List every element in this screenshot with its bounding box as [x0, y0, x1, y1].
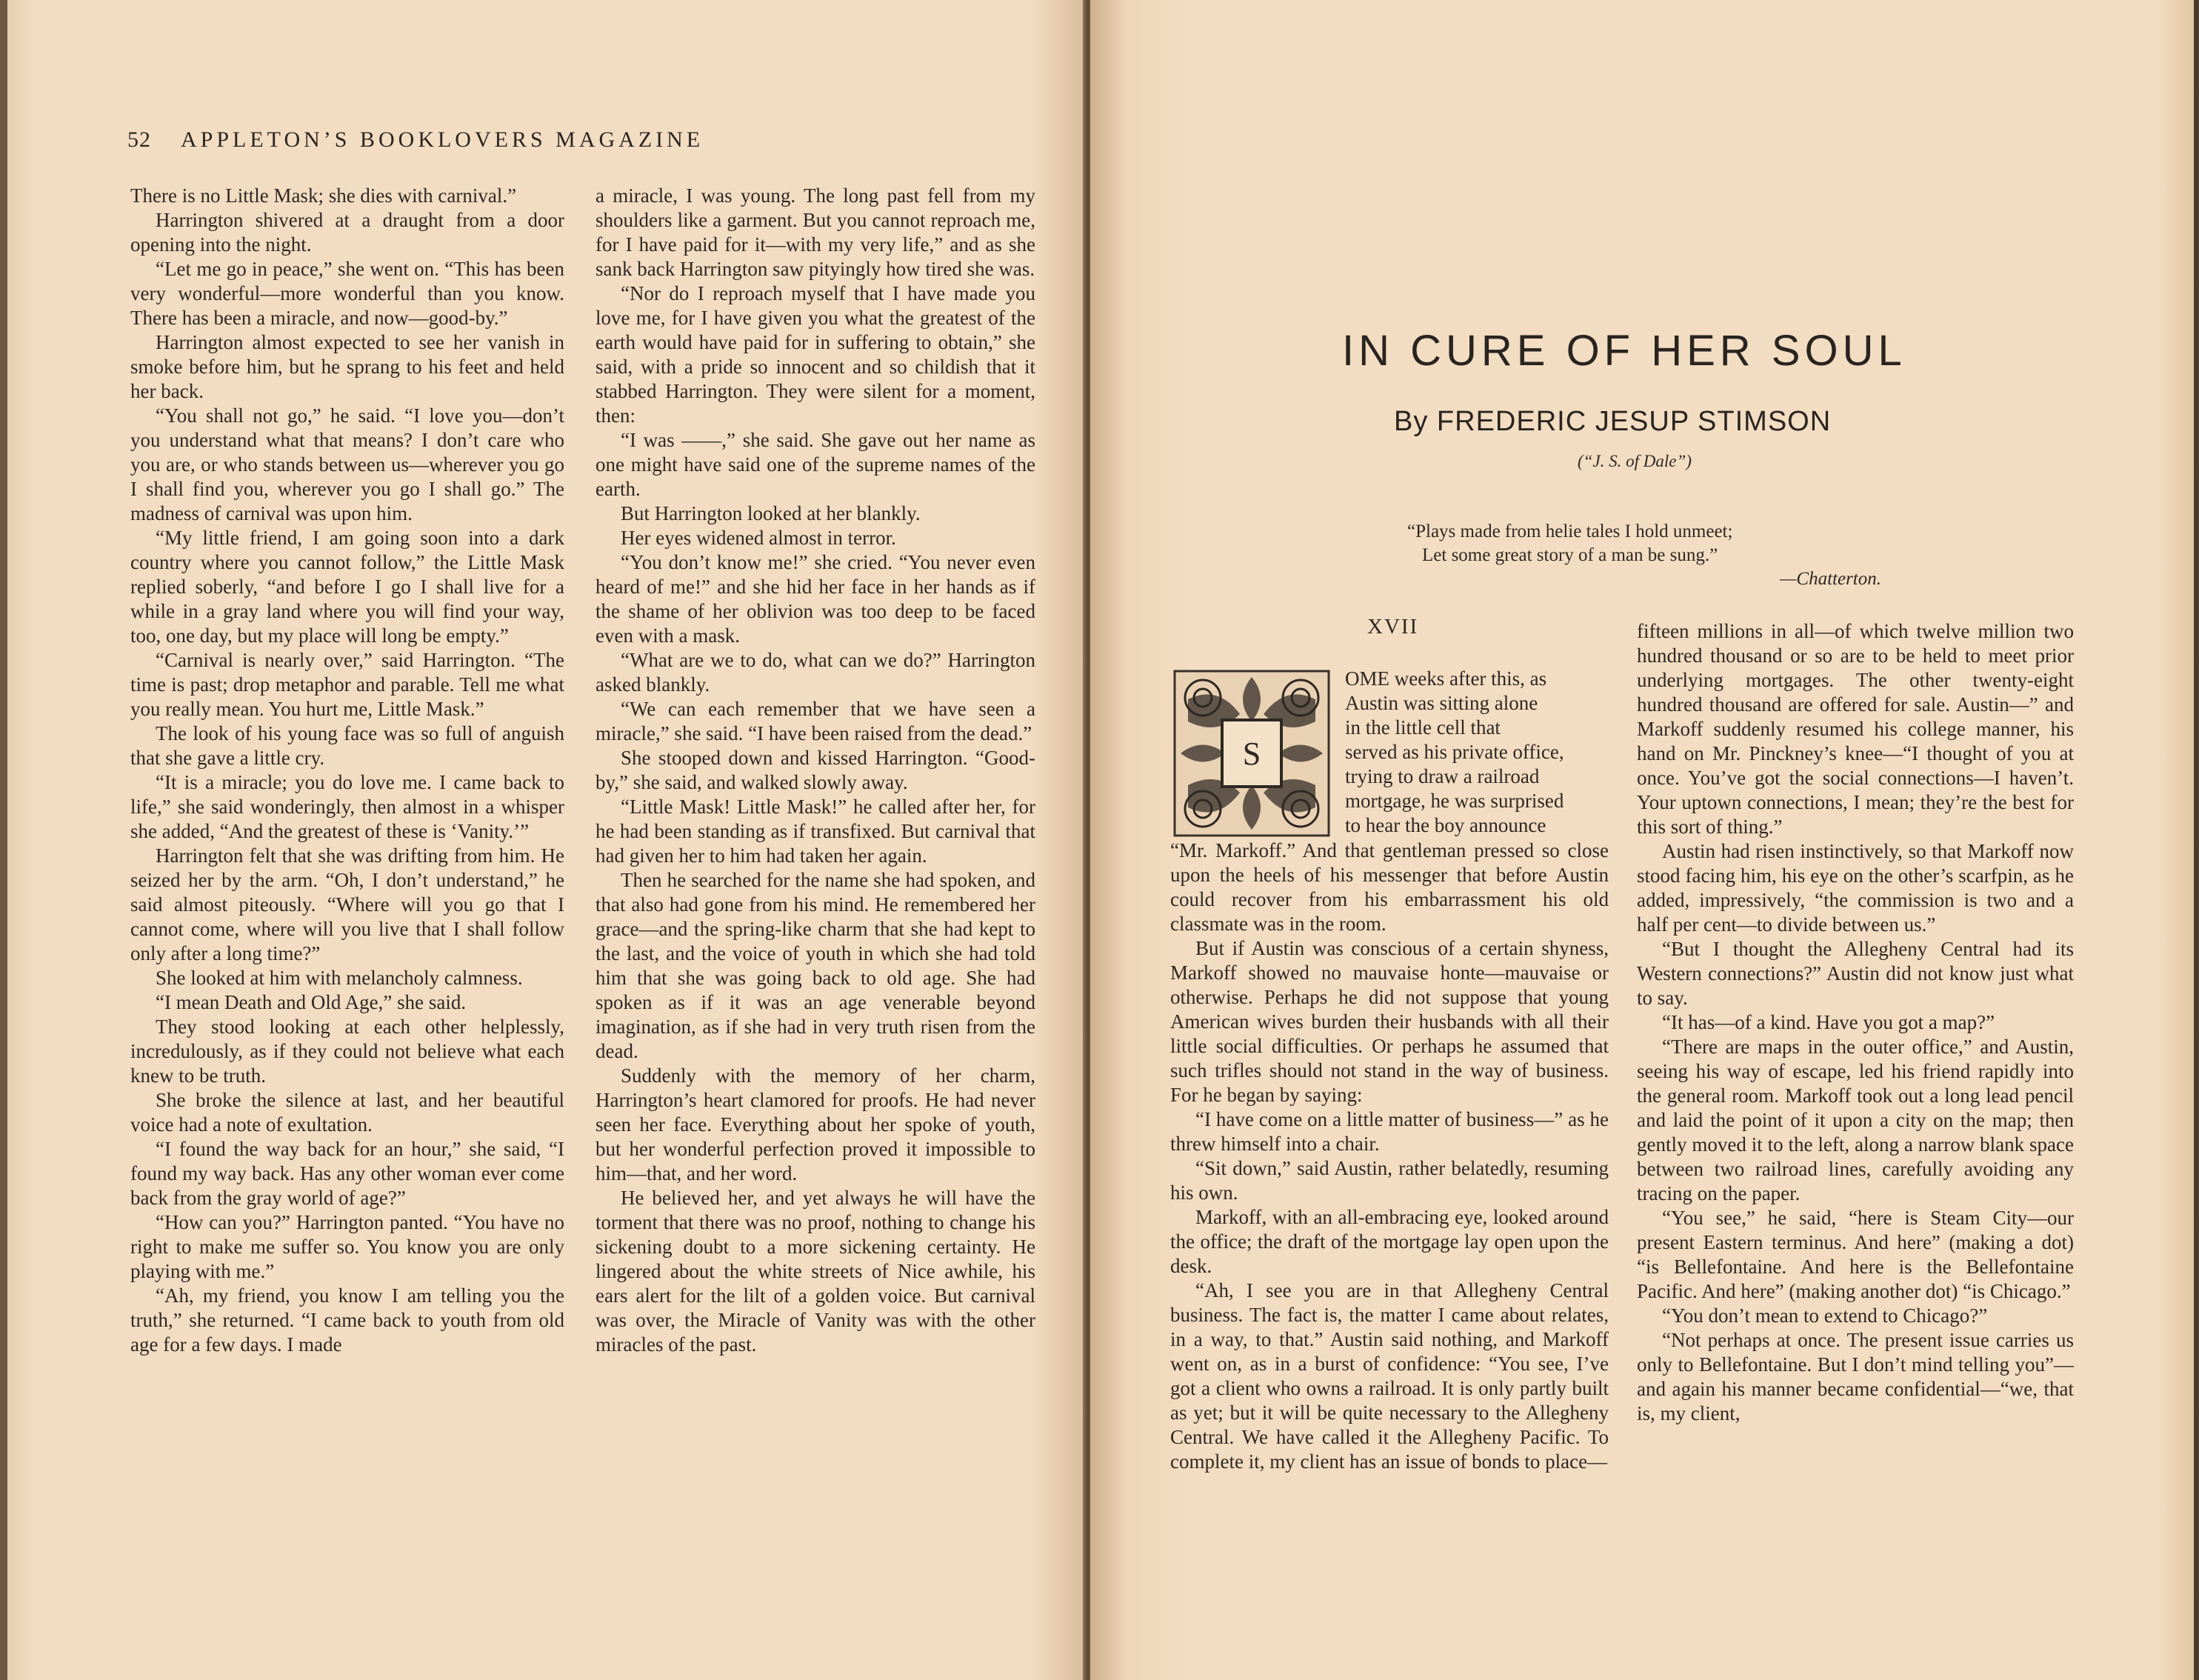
paragraph: But if Austin was conscious of a certain shyness, Markoff showed no mauvaise honte—mauvaise or otherwise. Perhaps he did not suppose that young American wives burden their husbands with all their little social difficulties. Or perhaps he assumed that such trifles should not stand in the way of business. For he began by saying: — [1170, 937, 1609, 1106]
paragraph: “How can you?” Harrington panted. “You have no right to make me suffer so. You know you are only playing with me.” — [130, 1211, 564, 1282]
epigraph-line: Let some great story of a man be sung.” — [1422, 545, 1718, 565]
page-number: 52 — [127, 127, 151, 152]
paragraph: Harrington shivered at a draught from a door opening into the night. — [130, 209, 564, 256]
text-line: to hear the boy announce — [1345, 814, 1546, 836]
paragraph: “Sit down,” said Austin, rather belatedly, resuming his own. — [1170, 1157, 1609, 1204]
paragraph: “I mean Death and Old Age,” she said. — [156, 991, 467, 1013]
paragraph: There is no Little Mask; she dies with carnival.” — [130, 184, 517, 207]
epigraph-attribution: —Chatterton. — [1780, 569, 1881, 589]
magazine-title: APPLETON’S BOOKLOVERS MAGAZINE — [181, 127, 704, 152]
paragraph: She looked at him with melancholy calmness. — [156, 967, 523, 989]
paragraph: Suddenly with the memory of her charm, Harrington’s heart clamored for proofs. He had never seen her face. Everything about her spoke of youth, but her wonderful perfection proved it impossible to him—that, and her word. — [595, 1064, 1035, 1184]
right-column-1 — [1170, 839, 1609, 1474]
paragraph: “Mr. Markoff.” And that gentleman pressed so close upon the heels of his messenger that before Austin could recover from his embarrassment his old classmate was in the room. — [1170, 839, 1609, 935]
paragraph: “It is a miracle; you do love me. I came back to life,” she said wonderingly, then almost in a whisper she added, “And the greatest of these is ‘Vanity.’” — [130, 771, 564, 842]
text-line: Austin was sitting alone — [1345, 692, 1538, 714]
paragraph: “Not perhaps at once. The present issue carries us only to Bellefontaine. But I don’t mind telling you”—and again his manner became confidential—“we, that is, my client, — [1637, 1329, 2074, 1424]
text-line: trying to draw a railroad — [1345, 765, 1540, 787]
ornamental-drop-cap — [1173, 670, 1330, 837]
paragraph: “I was ——,” she said. She gave out her name as one might have said one of the supreme names of the earth. — [595, 429, 1035, 500]
author-name: FREDERIC JESUP STIMSON — [1436, 406, 1832, 437]
paragraph: They stood looking at each other helplessly, incredulously, as if they could not believe what each knew to be truth. — [130, 1016, 564, 1087]
byline-by: By — [1394, 406, 1429, 437]
paragraph: Harrington almost expected to see her vanish in smoke before him, but he sprang to his feet and held her back. — [130, 331, 564, 402]
running-head — [127, 127, 898, 153]
right-column-2 — [1637, 619, 2074, 1426]
paragraph: “Carnival is nearly over,” said Harrington. “The time is past; drop metaphor and parable. Tell me what you really mean. You hurt me, Little Mask.” — [130, 649, 564, 720]
epigraph — [1407, 520, 1881, 591]
paragraph: “You shall not go,” he said. “I love you—don’t you understand what that means? I don’t care who you are, or who stands between us—wherever you go I shall find you, wherever you go I shall go.” The madness of carnival was upon him. — [130, 404, 564, 524]
paragraph: “Little Mask! Little Mask!” he called after her, for he had been standing as if transfixed. But carnival that had given her to him had taken her again. — [595, 796, 1035, 867]
paragraph: “It has—of a kind. Have you got a map?” — [1662, 1011, 1995, 1033]
left-column-2 — [595, 184, 1035, 1357]
paragraph: a miracle, I was young. The long past fell from my shoulders like a garment. But you cannot reproach me, for I have paid for it—with my very life,” and as she sank back Harrington saw pityingly how tired she was. — [595, 184, 1035, 280]
text-line: served as his private office, — [1345, 741, 1564, 763]
paragraph: “You don’t mean to extend to Chicago?” — [1662, 1304, 1988, 1327]
story-title: IN CURE OF HER SOUL — [1342, 327, 1906, 375]
paragraph: Harrington felt that she was drifting from him. He seized her by the arm. “Oh, I don’t understand,” he said almost piteously. “Where will you go that I cannot come, where will you live that I shall follow only after a long time?” — [130, 844, 564, 964]
paragraph: Then he searched for the name she had spoken, and that also had gone from his mind. He remembered her grace—and the spring-like charm that she had kept to the last, and the voice of youth in which she had told him that she was going back to old age. She had spoken as if it was an age venerable beyond imagination, as if she had in very truth risen from the dead. — [595, 869, 1035, 1062]
paragraph: She broke the silence at last, and her beautiful voice had a note of exultation. — [130, 1089, 564, 1136]
left-column-1 — [130, 184, 564, 1357]
author-pseudonym: (“J. S. of Dale”) — [1578, 452, 1692, 470]
paragraph: “Ah, my friend, you know I am telling you the truth,” she returned. “I came back to youth from old age for a few days. I made — [130, 1284, 564, 1356]
paragraph: “You don’t know me!” she cried. “You never even heard of me!” and she hid her face in her hands as if the shame of her oblivion was too deep to be faced even with a mask. — [595, 551, 1035, 647]
text-line: in the little cell that — [1345, 716, 1501, 739]
paragraph: Markoff, with an all-embracing eye, looked around the office; the draft of the mortgage lay open upon the desk. — [1170, 1206, 1609, 1277]
paragraph: “You see,” he said, “here is Steam City—our present Eastern terminus. And here” (making a dot) “is Bellefontaine. And here is the Bellefontaine Pacific. And here” (making another dot) “is Chicago.” — [1637, 1207, 2074, 1302]
text-line: OME weeks after this, as — [1345, 667, 1547, 690]
text-line: mortgage, he was surprised — [1345, 790, 1564, 812]
paragraph: “But I thought the Allegheny Central had its Western connections?” Austin did not know just what to say. — [1637, 938, 2074, 1009]
chapter-number: XVII — [1367, 615, 1419, 639]
paragraph: Austin had risen instinctively, so that Markoff now stood facing him, his eye on the other’s scarfpin, as he added, impressively, “the commission is two and a half per cent—to divide between us.” — [1637, 840, 2074, 936]
paragraph: “Nor do I reproach myself that I have made you love me, for I have given you what the greatest of the earth would have paid for in suffering to obtain,” she said, with a pride so innocent and so childish that it stabbed Harrington. They were silent for a moment, then: — [595, 282, 1035, 427]
paragraph: He believed her, and yet always he will have the torment that there was no proof, nothing to change his sickening doubt to a more sickening certainty. He lingered about the white streets of Nice awhile, his ears alert for the lilt of a golden voice. But carnival was over, the Miracle of Vanity was with the other miracles of the past. — [595, 1187, 1035, 1356]
paragraph: fifteen millions in all—of which twelve million two hundred thousand or so are to be held to meet prior underlying mortgages. The other twenty-eight hundred thousand are offered for sale. Austin—” and Markoff suddenly resumed his college manner, his hand on Mr. Pinckney’s knee—“I thought of you at once. You’ve got the social connections—I haven’t. Your uptown connections, I mean; they’re the best for this sort of thing.” — [1637, 620, 2074, 838]
paragraph: “Let me go in peace,” she went on. “This has been very wonderful—more wonderful than you know. There has been a miracle, and now—good-by.” — [130, 258, 564, 329]
paragraph: “My little friend, I am going soon into a dark country where you cannot follow,” the Little Mask replied soberly, “and before I go I shall live for a while in a gray land where you will find your way, too, one day, but my place will long be empty.” — [130, 527, 564, 647]
paragraph: Her eyes widened almost in terror. — [621, 527, 896, 549]
byline — [1394, 406, 1912, 438]
paragraph: She stooped down and kissed Harrington. “Good-by,” she said, and walked slowly away. — [595, 747, 1035, 793]
drop-cap-letter: S — [1242, 736, 1261, 772]
paragraph: “There are maps in the outer office,” and Austin, seeing his way of escape, led his friend rapidly into the general room. Markoff took out a long lead pencil and laid the point of it upon a city on the map; then gently moved it to the left, along a narrow blank space between two railroad lines, carefully avoiding any tracing on the paper. — [1637, 1036, 2074, 1204]
paragraph: “We can each remember that we have seen a miracle,” she said. “I have been raised from the dead.” — [595, 698, 1035, 744]
paragraph: But Harrington looked at her blankly. — [621, 502, 921, 524]
paragraph: “I found the way back for an hour,” she said, “I found my way back. Has any other woman ever come back from the gray world of age?” — [130, 1138, 564, 1209]
drop-cap-lines — [1345, 667, 1609, 838]
epigraph-line: “Plays made from helie tales I hold unmeet; — [1407, 521, 1733, 541]
paragraph: “Ah, I see you are in that Allegheny Central business. The fact is, the matter I came about relates, in a way, to that.” Austin said nothing, and Markoff went on, as in a burst of confidence: “You see, I’ve got a client who owns a railroad. It is only partly built as yet; but it will be quite necessary to the Allegheny Central. We have called it the Allegheny Pacific. To complete it, my client has an issue of bonds to place— — [1170, 1279, 1609, 1473]
ornament-icon — [1173, 670, 1330, 837]
paragraph: “I have come on a little matter of business—” as he threw himself into a chair. — [1170, 1108, 1609, 1155]
paragraph: “What are we to do, what can we do?” Harrington asked blankly. — [595, 649, 1035, 696]
paragraph: The look of his young face was so full of anguish that she gave a little cry. — [130, 722, 564, 769]
